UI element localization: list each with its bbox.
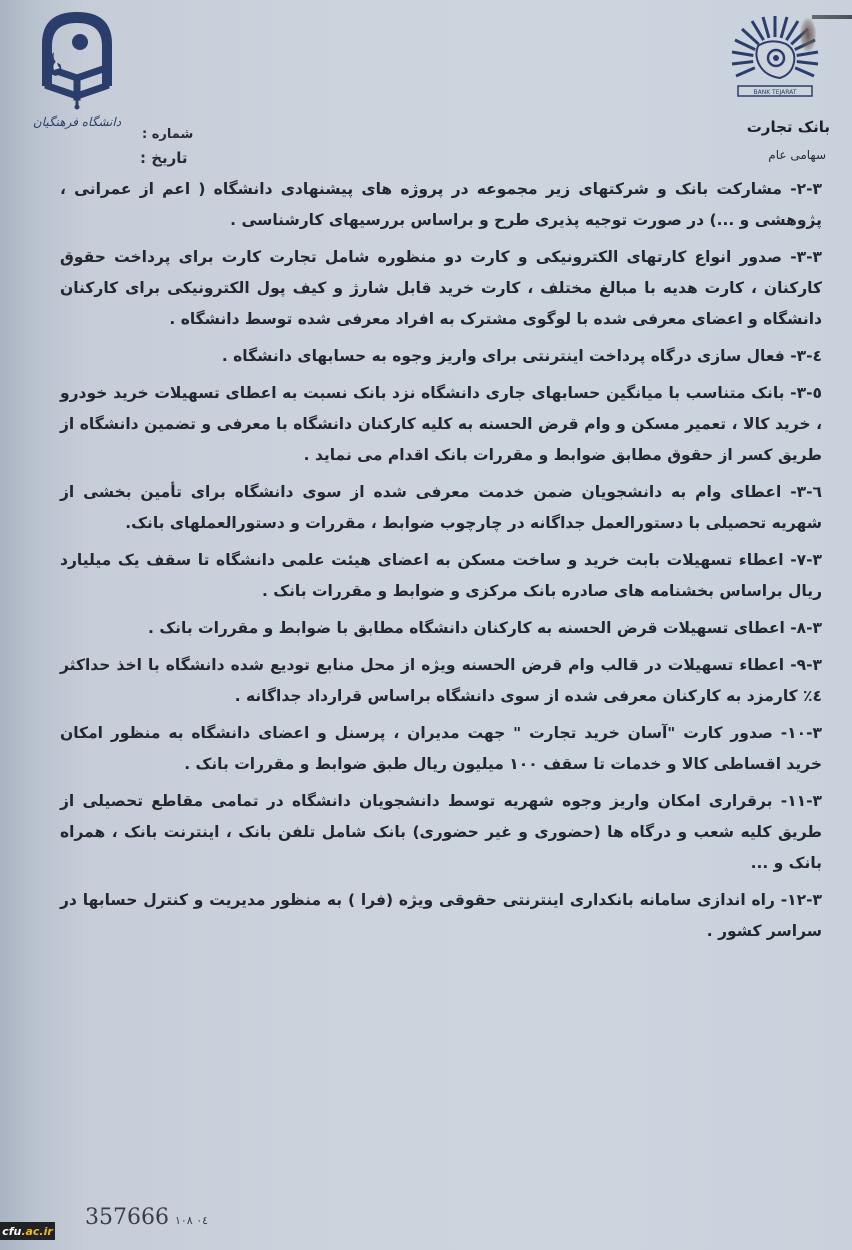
clause-3-6 [60,477,822,539]
clause-number: ۱۲-۳- [780,891,822,909]
photo-shadow-blot [800,18,816,52]
clause-number: ۲-۳- [790,180,822,198]
clause-3-11 [60,786,822,879]
clause-number: ۱۰-۳- [780,724,822,742]
clause-text: اعطای تسهیلات قرض الحسنه به کارکنان دانشگاه مطابق با ضوابط و مقررات بانک . [148,619,785,637]
site-watermark [0,1222,55,1240]
bank-logo-caption: BANK TEJARAT [753,89,797,96]
clause-number: ۸-۳- [790,619,822,637]
clause-text: مشارکت بانک و شرکتهای زیر مجموعه در پروژه های پیشنهادی دانشگاه ( اعم از عمرانی ، پژوهشی و ...) در صورت توجیه پذیری طرح و براساس بررسیهای کارشناسی . [60,180,822,229]
clause-3-4 [60,341,822,372]
clause-3-3 [60,242,822,335]
bank-name: بانک تجارت [746,118,830,136]
bank-subtitle: سهامی عام [768,148,826,162]
clause-text: برقراری امکان واریز وجوه شهریه توسط دانشجویان دانشگاه در تمامی مقاطع تحصیلی از طریق کلیه شعب و درگاه ها (حضوری و غیر حضوری) بانک شامل تلفن بانک ، اینترنت بانک ، همراه بانک و ... [60,792,822,872]
clause-number: ۷-۳- [790,551,822,569]
watermark-prefix: cfu [2,1224,22,1238]
clause-3-7 [60,545,822,607]
serial-number: 357666 [85,1205,169,1230]
university-caption: دانشگاه فرهنگیان [32,115,122,129]
clause-3-5 [60,378,822,471]
farhangian-university-logo [30,6,125,131]
photo-shadow [812,15,852,19]
watermark-suffix: .ac.ir [21,1224,53,1238]
clause-text: اعطاء تسهیلات در قالب وام قرض الحسنه ویژه از محل منابع تودیع شده دانشگاه با اخذ حداکثر ٤٪ کارمزد به کارکنان معرفی شده از سوی دانشگاه براساس قرارداد جداگانه . [60,656,822,705]
clause-number: ٥-۳- [790,384,822,402]
clause-text: اعطای وام به دانشجویان ضمن خدمت معرفی شده از سوی دانشگاه برای تأمین بخشی از شهریه تحصیلی با دستورالعمل جداگانه در چارچوب ضوابط ، مقررات و دستورالعملهای بانک. [60,483,822,532]
form-serial-number [85,1205,208,1230]
clause-3-9 [60,650,822,712]
clause-text: فعال سازی درگاه پرداخت اینترنتی برای واریز وجوه به حسابهای دانشگاه . [221,347,785,365]
clause-3-8 [60,613,822,644]
letter-number-label: شماره : [142,127,194,142]
clause-text: راه اندازی سامانه بانکداری اینترنتی حقوقی ویژه (فرا ) به منظور مدیریت و کنترل حسابها در سراسر کشور . [60,891,822,940]
clause-text: صدور انواع کارتهای الکترونیکی و کارت دو منظوره شامل تجارت کارت برای پرداخت حقوق کارکنان ، کارت هدیه با مبالغ مختلف ، کارت خرید قابل شارژ و کیف پول الکترونیکی برای کارکنان دانشگاه و اعضای معرفی شده با لوگوی مشترک به افراد معرفی شده توسط دانشگاه . [60,248,822,328]
clause-number: ٦-۳- [790,483,822,501]
clause-text: بانک متناسب با میانگین حسابهای جاری دانشگاه نزد بانک نسبت به اعطای تسهیلات خرید خودرو ، خرید کالا ، تعمیر مسکن و وام قرض الحسنه به کلیه کارکنان دانشگاه با معرفی و تضمین دانشگاه از طریق کسر از حقوق مطابق ضوابط و مقررات بانک اقدام می نماید . [60,384,822,464]
clause-text: صدور کارت "آسان خرید تجارت " جهت مدیران ، پرسنل و اعضای دانشگاه به منظور امکان خرید اقساطی کالا و خدمات تا سقف ۱۰۰ میلیون ریال طبق ضوابط و مقررات بانک . [60,724,822,773]
clauses-list [60,174,822,953]
clause-text: اعطاء تسهیلات بابت خرید و ساخت مسکن به اعضای هیئت علمی دانشگاه تا سقف یک میلیارد ریال براساس بخشنامه های صادره بانک مرکزی و ضوابط و مقررات بانک . [60,551,822,600]
clause-number: ۳-۳- [790,248,822,266]
clause-number: ۹-۳- [790,656,822,674]
clause-3-2 [60,174,822,236]
clause-3-10 [60,718,822,780]
clause-number: ٤-۳- [790,347,822,365]
serial-suffix: ٠٤ ١٠٨ [174,1214,209,1227]
clause-number: ۱۱-۳- [780,792,823,810]
clause-3-12 [60,885,822,947]
letter-date-label: تاریخ : [140,149,188,167]
